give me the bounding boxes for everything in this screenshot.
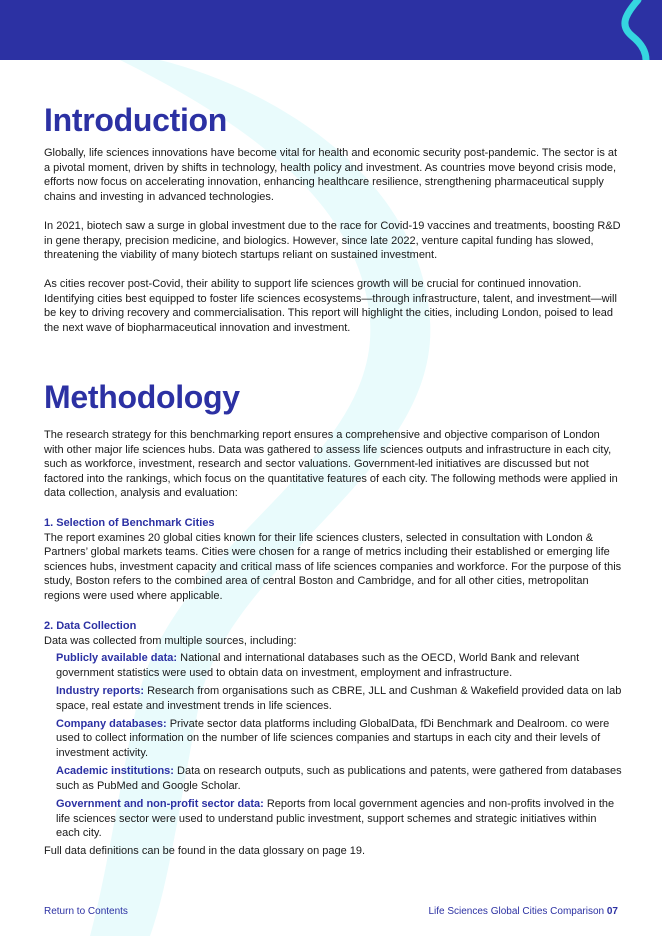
introduction-paragraph: Globally, life sciences innovations have become vital for health and economic security post-pandemic. The sector is at a pivotal moment, driven by shifts in technology, health policy and investment. As countries move beyond crisis mode, efforts now focus on accelerating innovation, enhancing healthcare resilience, strengthening pharmaceutical supply chains and investing in advanced technologies. <box>44 147 618 203</box>
source-label: Academic institutions: <box>56 765 174 778</box>
section-heading: 1. Selection of Benchmark Cities <box>44 517 215 529</box>
source-text: Research from organisations such as CBRE, JLL and Cushman & Wakefield provided data on lab space, real estate and investment trends in life sciences. <box>56 684 622 712</box>
section-selection-of-cities <box>44 516 622 604</box>
introduction-paragraph: In 2021, biotech saw a surge in global investment due to the race for Covid-19 vaccines and treatments, boosting R&D in gene therapy, precision medicine, and biologics. However, since late 2022, venture capital funding has slowed, threatening the viability of many biotech startups reliant on sustained investment. <box>44 220 621 262</box>
list-item <box>56 764 622 793</box>
introduction-heading: Introduction <box>44 102 228 138</box>
section-data-collection <box>44 619 622 859</box>
source-label: Publicly available data: <box>56 652 178 665</box>
return-to-contents-link[interactable]: Return to Contents <box>44 906 128 917</box>
source-label: Government and non-profit sector data: <box>56 797 264 810</box>
data-sources-list <box>56 651 622 841</box>
methodology-intro: The research strategy for this benchmarking report ensures a comprehensive and objective comparison of London with other major life sciences hubs. Data was gathered to assess life sciences outputs and infrastructure in each city, such as workforce, investment, research and sector valuations. Government-led initiatives are discussed but not factored into the rankings, which focus on the quantitative features of each city. The following methods were applied in data collection, analysis and evaluation: <box>44 429 618 500</box>
header-swoosh-icon <box>602 0 662 60</box>
footer-doc-info <box>428 906 618 917</box>
list-item <box>56 797 622 841</box>
list-item <box>56 684 622 713</box>
source-text: Private sector data platforms including GlobalData, fDi Benchmark and Dealroom. co were used to collect information on the number of life sciences companies and startups in each city and their levels of investment activity. <box>56 717 610 759</box>
closing-note: Full data definitions can be found in the data glossary on page 19. <box>44 845 366 858</box>
source-label: Industry reports: <box>56 684 145 697</box>
page-number: 07 <box>606 906 618 917</box>
source-text: National and international databases such as the OECD, World Bank and relevant government statistics were used to obtain data on investment, employment and infrastructure. <box>56 652 580 679</box>
introduction-paragraph: As cities recover post-Covid, their ability to support life sciences growth will be crucial for continued innovation. Identifying cities best equipped to foster life sciences ecosystems—through infrastructure, talent, and investment—will be key to driving recovery and commercialisation. This report will highlight the cities, including London, poised to lead the next wave of biopharmaceutical innovation and investment. <box>44 278 617 334</box>
section-lead: Data was collected from multiple sources, including: <box>44 634 297 647</box>
source-text: Reports from local government agencies and non-profits involved in the life sciences sector were used to understand public investment, support schemes and strategic initiatives within each city. <box>56 797 615 840</box>
section-text: The report examines 20 global cities known for their life sciences clusters, selected in consultation with London & Partners’ global markets teams. Cities were chosen for a range of metrics including their established or emerging life sciences hubs, investment capacity and critical mass of life sciences companies and workforce. For the purpose of this study, Boston refers to the combined area of central Boston and Cambridge, and for all other cities, metropolitan regions were used where applicable. <box>44 531 622 602</box>
list-item <box>56 651 622 680</box>
section-heading: 2. Data Collection <box>44 620 137 632</box>
source-text: Data on research outputs, such as publications and patents, were gathered from databases such as PubMed and Google Scholar. <box>56 765 622 792</box>
document-title: Life Sciences Global Cities Comparison <box>428 906 605 917</box>
methodology-heading: Methodology <box>44 379 240 415</box>
list-item <box>56 717 622 761</box>
source-label: Company databases: <box>56 717 167 730</box>
header-band <box>0 0 662 60</box>
